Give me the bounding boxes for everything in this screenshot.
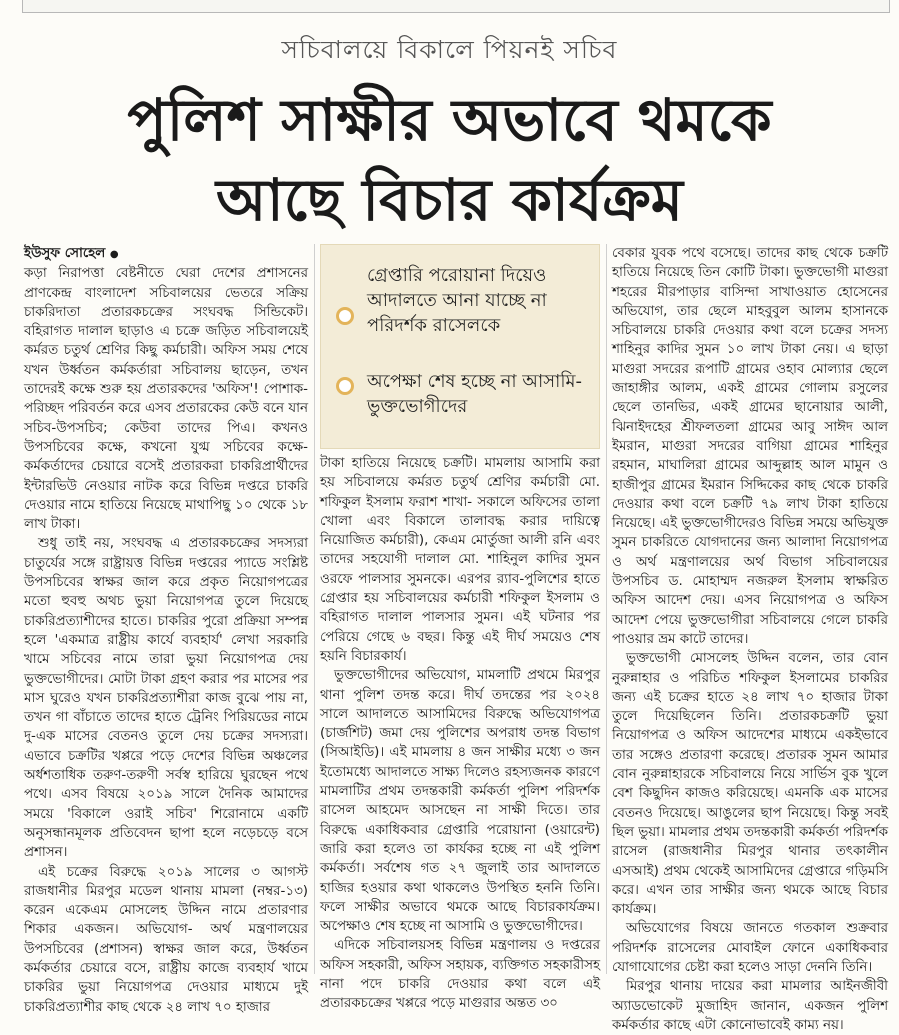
paragraph: অভিযোগের বিষয়ে জানতে গতকাল শুক্রবার পরিদর্শক রাসেলের মোবাইল ফোনে একাধিকবার যোগাযোগের চেষ্টা করা হলেও সাড়া দেননি তিনি।: [612, 921, 888, 975]
headline-line-1: পুলিশ সাক্ষীর অভাবে থমকে: [127, 86, 772, 154]
article-column-2: [320, 454, 600, 1014]
paragraph: এদিকে সচিবালয়সহ বিভিন্ন মন্ত্রণালয় ও দপ্তরের অফিস সহকারী, অফিস সহায়ক, ব্যক্তিগত সহকারীসহ নানা পদে চাকরি দেওয়ার কথা বলে এই প্রতারকচক্রের খপ্পরে পড়ে মাগুরার অন্তত ৩০: [320, 938, 600, 1012]
paragraph: ভুক্তভোগীদের অভিযোগ, মামলাটি প্রথমে মিরপুর থানা পুলিশ তদন্ত করে। দীর্ঘ তদন্তের পর ২০২৪ সালে আদালতে আসামিদের বিরুদ্ধে অভিযোগপত্র (চার্জশিট) জমা দেয় পুলিশের অপরাধ তদন্ত বিভাগ (সিআইডি)। এই মামলায় ৪ জন সাক্ষীর মধ্যে ৩ জন ইতোমধ্যে আদালতে সাক্ষ্য দিলেও রহস্যজনক কারণে মামলাটির প্রথম তদন্তকারী কর্মকর্তা পুলিশ পরিদর্শক রাসেল আহমেদ আসছেন না সাক্ষী দিতে। তার বিরুদ্ধে একাধিকবার গ্রেপ্তারি পরোয়ানা (ওয়ারেন্ট) জারি করা হলেও তা কার্যকর হচ্ছে না এই পুলিশ কর্মকর্তা। সর্বশেষ গত ২৭ জুলাই তার আদালতে হাজির হওয়ার কথা থাকলেও উপস্থিত হননি তিনি। ফলে সাক্ষীর অভাবে থমকে আছে বিচারকার্যক্রম। অপেক্ষাও শেষ হচ্ছে না আসামি ও ভুক্তভোগীদের।: [320, 668, 600, 935]
pull-quote: [341, 369, 591, 419]
paragraph: কড়া নিরাপত্তা বেষ্টনীতে ঘেরা দেশের প্রশাসনের প্রাণকেন্দ্র বাংলাদেশ সচিবালয়ের ভেতরে সক্রিয় চাকরিদাতা প্রতারকচক্রের সংঘবদ্ধ সিন্ডিকেট। বহিরাগত দালাল ছাড়াও এ চক্রে জড়িত সচিবালয়েই কর্মরত চতুর্থ শ্রেণির কিছু কর্মচারী। অফিস সময় শেষে যখন উর্ধ্বতন কর্মকর্তারা সচিবালয় ছাড়েন, তখন তাদেরই কক্ষে শুরু হয় প্রতারকদের 'অফিস'! পোশাক-পরিচ্ছদ পরিবর্তন করে এসব প্রতারকের কেউ বনে যান সচিব-উপসচিব; কেউবা তাদের পিএ। কখনও উপসচিবের কক্ষে, কখনো যুগ্ম সচিবের কক্ষে-কর্মকর্তাদের চেয়ারে বসেই প্রতারকরা চাকরিপ্রার্থীদের ইন্টারভিউ নেওয়ার নাটক করে বিভিন্ন দপ্তরে চাকরি দেওয়ার নামে হাতিয়ে নিয়েছে মাথাপিছু ১০ থেকে ১৮ লাখ টাকা।: [24, 266, 308, 533]
headline: [0, 80, 899, 240]
paragraph: টাকা হাতিয়ে নিয়েছে চক্রটি। মামলায় আসামি করা হয় সচিবালয়ে কর্মরত চতুর্থ শ্রেণির কর্মচারী মো. শফিকুল ইসলাম ফরাশ শাখা- সকালে অফিসের তালা খোলা এবং বিকালে তালাবদ্ধ করার দায়িত্বে নিয়োজিত কর্মচারী), কেএম মোর্তুজা আলী রনি এবং তাদের সহযোগী দালাল মো. শাহিনুল কাদির সুমন ওরফে পালসার সুমনকে। এরপর র‍্যাব-পুলিশের হাতে গ্রেপ্তার হয় সচিবালয়ের কর্মচারী শফিকুল ইসলাম ও বহিরাগত দালাল পালসার সুমন। এই ঘটনার পর পেরিয়ে গেছে ৬ বছর। কিন্তু এই দীর্ঘ সময়েও শেষ হয়নি বিচারকার্য।: [320, 456, 600, 664]
pull-quote-text: অপেক্ষা শেষ হচ্ছে না আসামি-ভুক্তভোগীদের: [367, 371, 583, 417]
paragraph: বেকার যুবক পথে বসেছে। তাদের কাছ থেকে চক্রটি হাতিয়ে নিয়েছে তিন কোটি টাকা। ভুক্তভোগী মাগুরা শহরের মীরপাড়ার বাসিন্দা সাখাওয়াত হোসেনের অভিযোগ, তার ছেলে মাহবুবুল আলম হাসানকে সচিবালয়ে চাকরি দেওয়ার কথা বলে চক্রের সদস্য শাহিনুর কাদির সুমন ১০ লাখ টাকা নেয়। এ ছাড়া মাগুরা সদরের রূপাটি গ্রামের ওহাব মোল্যার ছেলে জাহাঙ্গীর আলম, একই গ্রামের গোলাম রসুলের ছেলে তানভির, একই গ্রামের ছানোয়ার আলী, ঝিনাইদহের শ্রীফলতলা গ্রামের আবু সাঈদ আল ইমরান, মাগুরা সদরের বাগিয়া গ্রামের শাহিনুর রহমান, মাঘালিরা গ্রামের আব্দুল্লাহ আল মামুন ও হাজীপুর গ্রামের ইমরান সিদ্দিকের কাছ থেকে চাকরি দেওয়ার কথা বলে চক্রটি ৭৯ লাখ টাকা হাতিয়ে নিয়েছে। এই ভুক্তভোগীদেরও বিভিন্ন সময়ে অভিযুক্ত সুমন চাকরিতে যোগদানের জন্য আলাদা নিয়োগপত্র ও অর্থ মন্ত্রণালয়ের অর্থ বিভাগ সচিবালয়ের উপসচিব ড. মোহাম্মদ নজরুল ইসলাম স্বাক্ষরিত অফিস আদেশ দেয়। এসব নিয়োগপত্র ও অফিস আদেশ পেয়ে ভুক্তভোগীরা সচিবালয়ে গেলে চাকরি পাওয়ার ভ্রম কাটে তাদের।: [612, 246, 888, 647]
pull-quote-box: [320, 244, 600, 449]
kicker: সচিবালয়ে বিকালে পিয়নই সচিব: [281, 35, 618, 64]
paragraph: শুধু তাই নয়, সংঘবদ্ধ এ প্রতারকচক্রের সদস্যরা চাতুর্যের সঙ্গে রাষ্ট্রায়ত্ত বিভিন্ন দপ্তরের প্যাডে সংশ্লিষ্ট উপসচিবের স্বাক্ষর জাল করে প্রকৃত নিয়োগপত্রের মতো হুবহু অথচ ভুয়া নিয়োগপত্র তুলে দিয়েছে চাকরিপ্রত্যাশীদের হাতে। চাকরির পুরো প্রক্রিয়া সম্পন্ন হলে 'একমাত্র রাষ্ট্রীয় কার্যে ব্যবহার্য' লেখা সরকারি খামে সচিবের নামে তারা ভুয়া নিয়োগপত্র দেয় ভুক্তভোগীদের। মোটা টাকা গ্রহণ করার পর মাসের পর মাস ঘুরেও যখন চাকরিপ্রত্যাশীরা কাজ বুঝে পায় না, তখন গা বাঁচাতে তাদের হাতে ট্রেনিং পিরিয়ডের নামে দু-এক মাসের বেতনও তুলে দেয় চক্রের সদস্যরা। এভাবে চক্রটির খপ্পরে পড়ে দেশের বিভিন্ন অঞ্চলের অর্ধশতাধিক তরুণ-তরুণী সর্বস্ব হারিয়ে ঘুরছেন পথে পথে। এসব বিষয়ে ২০১৯ সালে দৈনিক আমাদের সময়ে 'বিকালে ওরাই সচিব' শিরোনামে একটি অনুসন্ধানমূলক প্রতিবেদন ছাপা হলে নড়েচড়ে বসে প্রশাসন।: [24, 536, 308, 861]
byline: [24, 244, 308, 264]
headline-line-2: আছে বিচার কার্যক্রম: [216, 166, 683, 234]
byline-name: ইউসুফ সোহেল: [24, 246, 106, 261]
pull-quote-text: গ্রেপ্তারি পরোয়ানা দিয়েও আদালতে আনা যাচ্ছে না পরিদর্শক রাসেলকে: [367, 265, 547, 336]
column-divider: [606, 244, 607, 974]
previous-article-frame: [22, 0, 890, 13]
circle-bullet-icon: [336, 307, 354, 325]
pull-quote: [341, 263, 591, 338]
byline-bullet-icon: ●: [109, 249, 119, 260]
article-column-3: [612, 244, 888, 1035]
paragraph: এই চক্রের বিরুদ্ধে ২০১৯ সালের ৩ আগস্ট রাজধানীর মিরপুর মডেল থানায় মামলা (নম্বর-১৩) করেন একেএম মোসলেহ উদ্দিন নামে প্রতারণার শিকার একজন। অভিযোগ- অর্থ মন্ত্রণালয়ের উপসচিবের (প্রশাসন) স্বাক্ষর জাল করে, উর্ধ্বতন কর্মকর্তার চেয়ারে বসে, রাষ্ট্রীয় কাজে ব্যবহার্য খামে চাকরির ভুয়া নিয়োগপত্র দেওয়ার মাধ্যমে দুই চাকরিপ্রত্যাশীর কাছ থেকে ২৪ লাখ ৭০ হাজার: [24, 864, 308, 1015]
paragraph: মিরপুর থানায় দায়ের করা মামলার আইনজীবী অ্যাডভোকেট মুজাহিদ জানান, একজন পুলিশ কর্মকর্তার কাছে এটা কোনোভাবেই কাম্য নয়।: [612, 979, 888, 1033]
article-column-1: [24, 244, 308, 1017]
column-divider: [314, 244, 315, 974]
circle-bullet-icon: [336, 377, 354, 395]
paragraph: ভুক্তভোগী মোসলেহ উদ্দিন বলেন, তার বোন নুরুন্নাহার ও পরিচিত শফিকুল ইসলামের চাকরির জন্য এই চক্রের হাতে ২৪ লাখ ৭০ হাজার টাকা তুলে দিয়েছিলেন তিনি। প্রতারকচক্রটি ভুয়া নিয়োগপত্র ও অফিস আদেশের মাধ্যমে একইভাবে তার সঙ্গেও প্রতারণা করেছে। প্রতারক সুমন আমার বোন নুরুন্নাহারকে সচিবালয়ে নিয়ে সার্ভিস বুক খুলে বেশ কিছুদিন কাজও করিয়েছে। এমনকি এক মাসের বেতনও দিয়েছে। আঙুলের ছাপ নিয়েছে। কিন্তু সবই ছিল ভুয়া। মামলার প্রথম তদন্তকারী কর্মকর্তা পরিদর্শক রাসেল (রাজধানীর মিরপুর থানার তৎকালীন এসআই) প্রথম থেকেই আসামিদের গ্রেপ্তারে গড়িমসি করে। এখন তার সাক্ষীর জন্য থমকে আছে বিচার কার্যক্রম।: [612, 651, 888, 918]
